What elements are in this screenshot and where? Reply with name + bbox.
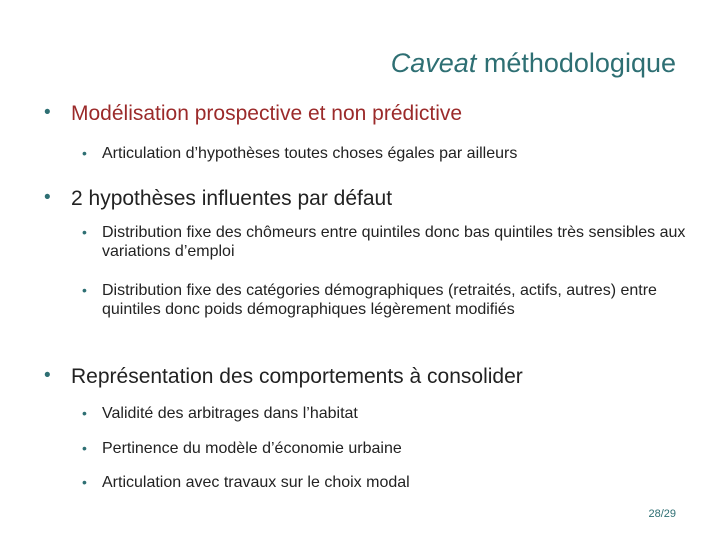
sub-bullet-text: Distribution fixe des catégories démographiques (retraités, actifs, autres) entre quintiles donc poids démographiques légèrement modifiés	[102, 282, 657, 318]
bullet-marker: •	[44, 187, 51, 208]
page-number: 28/29	[648, 508, 676, 520]
slide-title-rest: méthodologique	[476, 48, 676, 78]
sub-bullet-text: Articulation avec travaux sur le choix modal	[102, 474, 410, 491]
sub-bullet-marker: •	[82, 282, 87, 298]
slide-title	[391, 48, 676, 79]
sub-bullet-marker: •	[82, 474, 87, 490]
bullet-marker: •	[44, 365, 51, 386]
bullet-marker: •	[44, 102, 51, 123]
sub-bullet-marker: •	[82, 145, 87, 161]
slide-title-italic: Caveat	[390, 48, 477, 78]
sub-bullet-text: Pertinence du modèle d’économie urbaine	[102, 440, 402, 457]
sub-bullet-marker: •	[82, 440, 87, 456]
sub-bullet-text: Distribution fixe des chômeurs entre quintiles donc bas quintiles très sensibles aux variations d’emploi	[102, 224, 686, 260]
sub-bullet-text: Articulation d’hypothèses toutes choses égales par ailleurs	[102, 145, 518, 162]
bullet-text: Modélisation prospective et non prédictive	[71, 102, 463, 125]
sub-bullet-marker: •	[82, 405, 87, 421]
bullet-text: 2 hypothèses influentes par défaut	[71, 187, 393, 210]
sub-bullet-marker: •	[82, 224, 87, 240]
bullet-text: Représentation des comportements à consolider	[71, 365, 523, 388]
sub-bullet-text: Validité des arbitrages dans l’habitat	[102, 405, 358, 422]
